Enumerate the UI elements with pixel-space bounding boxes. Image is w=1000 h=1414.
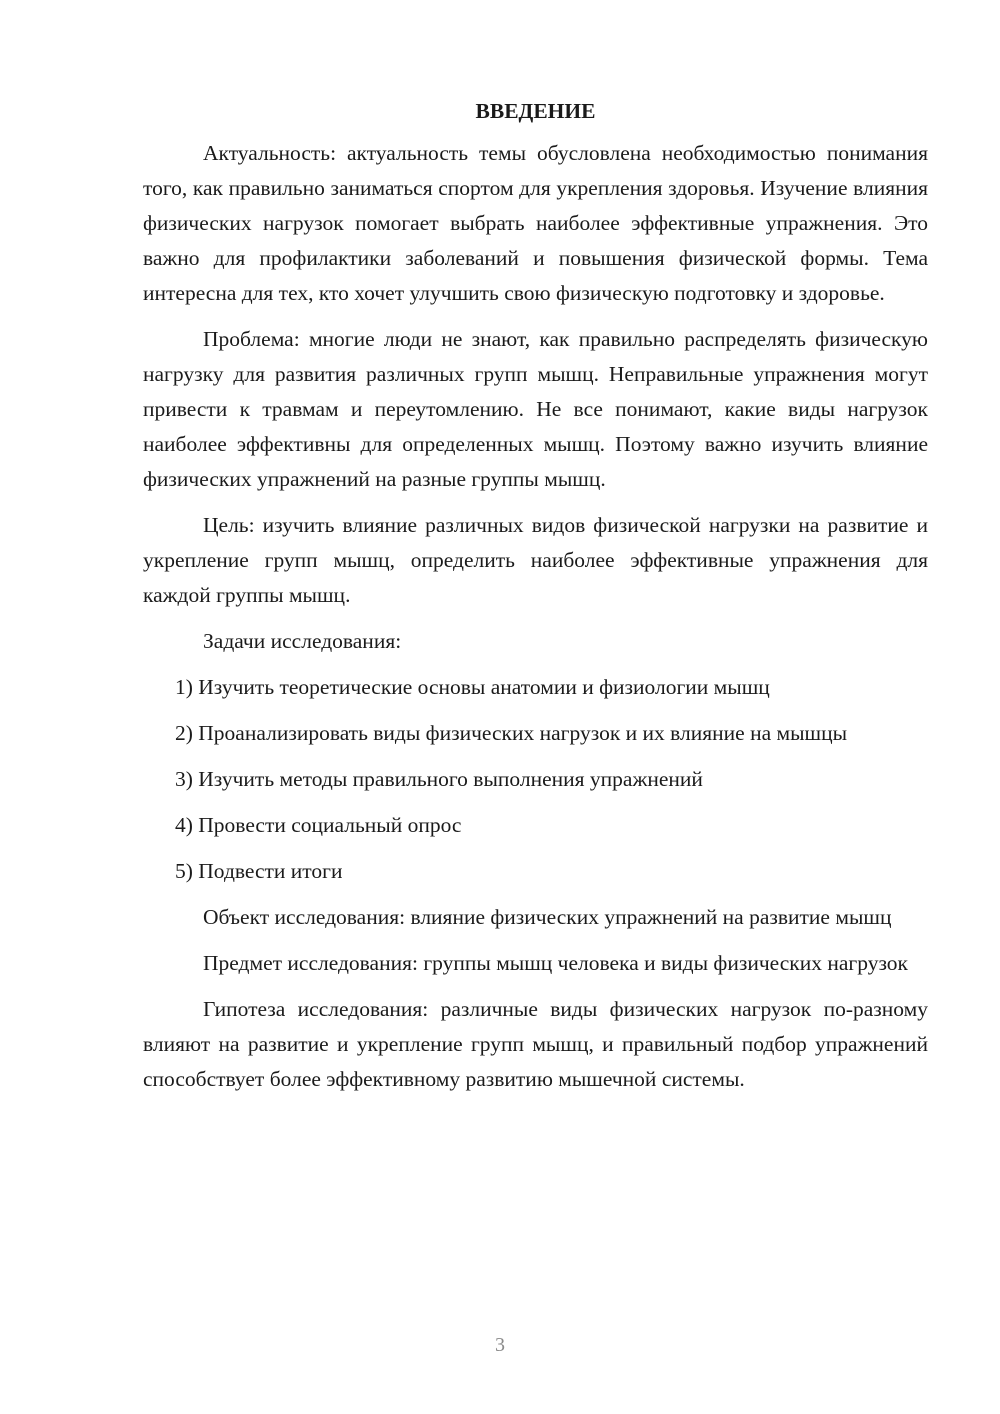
task-item: 2) Проанализировать виды физических нагрузок и их влияние на мышцы xyxy=(175,721,848,745)
goal-paragraph: Цель: изучить влияние различных видов физической нагрузки на развитие и укрепление групп мышц, определить наиболее эффективные упражнения для каждой группы мышц. xyxy=(143,513,928,607)
relevance-paragraph: Актуальность: актуальность темы обусловлена необходимостью понимания того, как правильно заниматься спортом для укрепления здоровья. Изучение влияния физических нагрузок помогает выбрать наиболее эффективные упражнения. Это важно для профилактики заболеваний и повышения физической формы. Тема интересна для тех, кто хочет улучшить свою физическую подготовку и здоровье. xyxy=(143,141,928,305)
section-heading: ВВЕДЕНИЕ xyxy=(475,99,596,123)
task-item: 5) Подвести итоги xyxy=(175,859,343,883)
hypothesis-paragraph: Гипотеза исследования: различные виды физических нагрузок по-разному влияют на развитие и укрепление групп мышц, и правильный подбор упражнений способствует более эффективному развитию мышечной системы. xyxy=(143,997,928,1091)
subject-paragraph: Предмет исследования: группы мышц человека и виды физических нагрузок xyxy=(203,951,909,975)
page-number: 3 xyxy=(495,1334,505,1356)
task-item: 4) Провести социальный опрос xyxy=(175,813,462,837)
tasks-title: Задачи исследования: xyxy=(203,629,402,653)
page-content xyxy=(143,96,928,1108)
task-item: 3) Изучить методы правильного выполнения упражнений xyxy=(175,767,703,791)
task-item: 1) Изучить теоретические основы анатомии и физиологии мышц xyxy=(175,675,770,699)
object-paragraph: Объект исследования: влияние физических упражнений на развитие мышц xyxy=(203,905,892,929)
problem-paragraph: Проблема: многие люди не знают, как правильно распределять физическую нагрузку для развития различных групп мышц. Неправильные упражнения могут привести к травмам и переутомлению. Не все понимают, какие виды нагрузок наиболее эффективны для определенных мышц. Поэтому важно изучить влияние физических упражнений на разные группы мышц. xyxy=(143,327,928,491)
